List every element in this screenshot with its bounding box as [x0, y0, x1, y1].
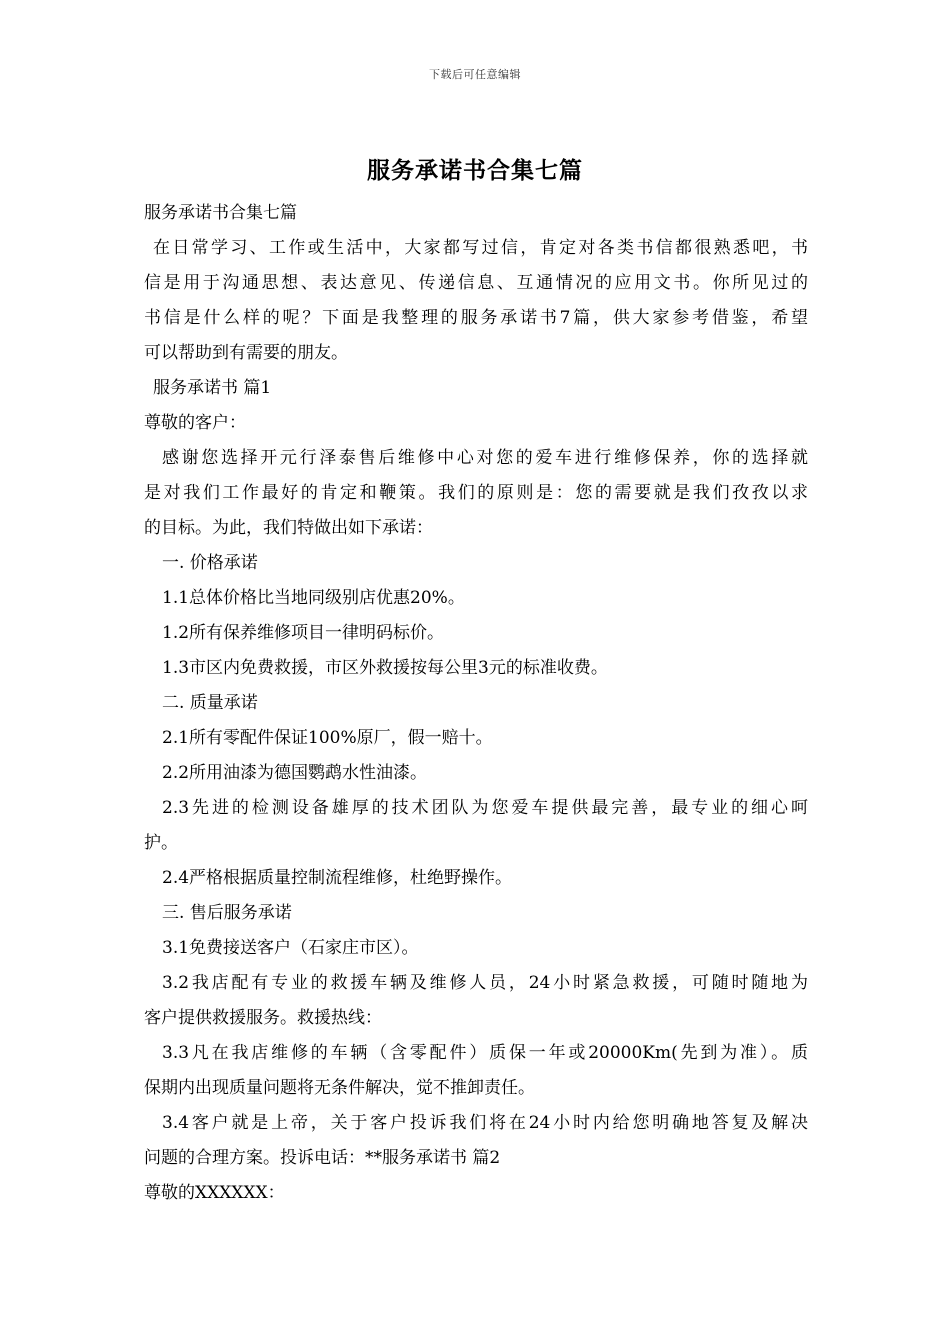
list-item: 3.3凡在我店维修的车辆（含零配件）质保一年或20000Km(先到为准）。质 — [162, 1043, 808, 1063]
list-item: 1.1总体价格比当地同级别店优惠20%。 — [162, 588, 465, 608]
subtitle-line: 服务承诺书合集七篇 — [144, 203, 297, 223]
document-body — [144, 196, 808, 1211]
list-item-continuation: 护。 — [144, 833, 178, 853]
paragraph-line: 信是用于沟通思想、表达意见、传递信息、互通情况的应用文书。你所见过的 — [144, 273, 808, 293]
list-item: 2.3先进的检测设备雄厚的技术团队为您爱车提供最完善，最专业的细心呵 — [162, 798, 808, 818]
list-item-continuation: 问题的合理方案。投诉电话：**服务承诺书 篇2 — [144, 1148, 501, 1168]
salutation: 尊敬的客户： — [144, 413, 246, 433]
list-item: 1.3市区内免费救援，市区外救援按每公里3元的标准收费。 — [162, 658, 608, 678]
list-heading: 一. 价格承诺 — [162, 553, 258, 573]
document-title: 服务承诺书合集七篇 — [367, 157, 583, 184]
paragraph-line: 可以帮助到有需要的朋友。 — [144, 343, 348, 363]
header-note: 下载后可任意编辑 — [429, 68, 521, 81]
list-item-continuation: 客户提供救援服务。救援热线： — [144, 1008, 382, 1028]
list-item: 2.2所用油漆为德国鹦鹉水性油漆。 — [162, 763, 428, 783]
list-item-continuation: 保期内出现质量问题将无条件解决，觉不推卸责任。 — [144, 1078, 535, 1098]
section-heading: 服务承诺书 篇1 — [153, 378, 272, 398]
paragraph-line: 的目标。为此，我们特做出如下承诺： — [144, 518, 433, 538]
paragraph-line: 书信是什么样的呢？下面是我整理的服务承诺书7篇，供大家参考借鉴，希望 — [144, 308, 808, 328]
list-item: 3.2我店配有专业的救援车辆及维修人员，24小时紧急救援，可随时随地为 — [162, 973, 808, 993]
paragraph-line: 在日常学习、工作或生活中，大家都写过信，肯定对各类书信都很熟悉吧，书 — [153, 238, 808, 258]
list-item: 2.4严格根据质量控制流程维修，杜绝野操作。 — [162, 868, 513, 888]
list-item: 2.1所有零配件保证100%原厂，假一赔十。 — [162, 728, 493, 748]
list-heading: 二. 质量承诺 — [162, 693, 258, 713]
paragraph-line: 是对我们工作最好的肯定和鞭策。我们的原则是：您的需要就是我们孜孜以求 — [144, 483, 808, 503]
paragraph-line: 感谢您选择开元行泽泰售后维修中心对您的爱车进行维修保养，你的选择就 — [162, 448, 808, 468]
list-heading: 三. 售后服务承诺 — [162, 903, 292, 923]
list-item: 3.4客户就是上帝，关于客户投诉我们将在24小时内给您明确地答复及解决 — [162, 1113, 808, 1133]
salutation: 尊敬的XXXXXX： — [144, 1183, 285, 1203]
list-item: 1.2所有保养维修项目一律明码标价。 — [162, 623, 445, 643]
list-item: 3.1免费接送客户（石家庄市区）。 — [162, 938, 419, 958]
